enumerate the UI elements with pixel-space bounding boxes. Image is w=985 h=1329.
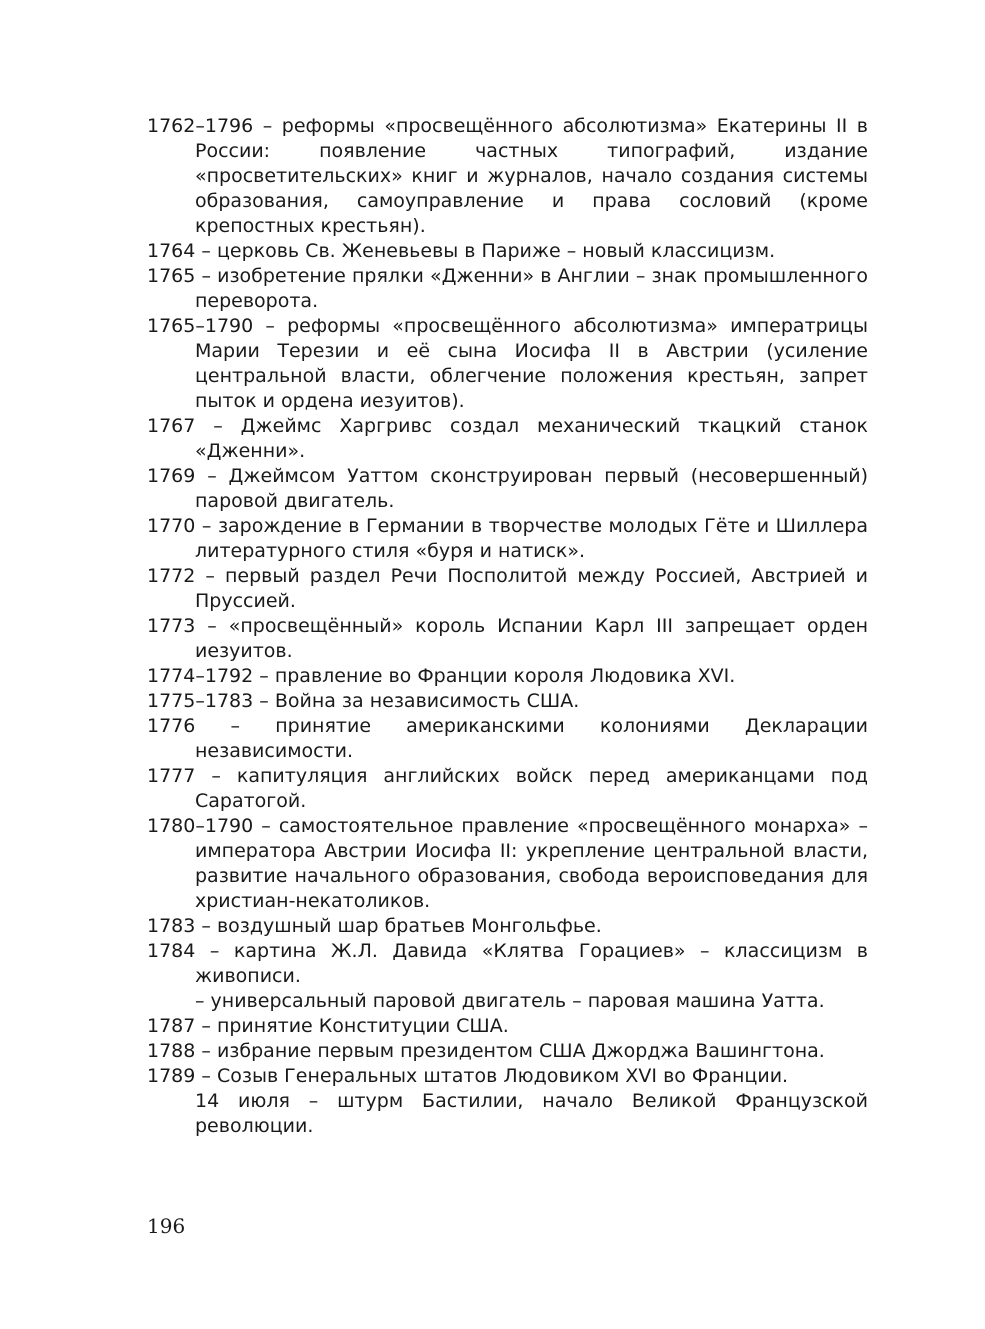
entry-date: 1762–1796 xyxy=(147,115,254,137)
chronology-entry: 1789 – Созыв Генеральных штатов Людовиком XVI во Франции. 14 июля – штурм Бастилии, начало Великой Французской революции. xyxy=(147,1065,868,1137)
entry-text: изобретение прялки «Дженни» в Англии – знак промышленного переворота. xyxy=(195,265,868,312)
entry-date: 1769 xyxy=(147,465,196,487)
entry-date: 1767 xyxy=(147,415,196,437)
entry-text: правление во Франции короля Людовика XVI. xyxy=(274,665,736,687)
chronology-list xyxy=(147,114,868,1139)
entry-text: картина Ж.Л. Давида «Клятва Горациев» – классицизм в живописи. xyxy=(195,940,868,987)
entry-text: первый раздел Речи Посполитой между Россией, Австрией и Пруссией. xyxy=(195,565,868,612)
entry-text: принятие Конституции США. xyxy=(216,1015,509,1037)
chronology-entry: 1764 – церковь Св. Женевьевы в Париже – новый классицизм. xyxy=(147,240,776,262)
entry-subtext: – универсальный паровой двигатель – паровая машина Уатта. xyxy=(195,990,825,1012)
chronology-entry: 1787 – принятие Конституции США. xyxy=(147,1015,509,1037)
entry-date: 1775–1783 xyxy=(147,690,254,712)
chronology-entry: 1783 – воздушный шар братьев Монгольфье. xyxy=(147,915,602,937)
chronology-entry: 1788 – избрание первым президентом США Джорджа Вашингтона. xyxy=(147,1040,825,1062)
entry-text: реформы «просвещённого абсолютизма» Екатерины II в России: появление частных типографий, издание «просветительских» книг и журналов, начало создания системы образования, самоуправление и права сословий (кроме крепостных крестьян). xyxy=(195,115,868,237)
entry-date: 1784 xyxy=(147,940,196,962)
entry-date: 1787 xyxy=(147,1015,196,1037)
entry-date: 1772 xyxy=(147,565,196,587)
chronology-entry: 1772 – первый раздел Речи Посполитой между Россией, Австрией и Пруссией. xyxy=(147,565,868,612)
chronology-entry: 1775–1783 – Война за независимость США. xyxy=(147,690,580,712)
entry-date: 1777 xyxy=(147,765,196,787)
entry-date: 1774–1792 xyxy=(147,665,254,687)
entry-subtext: 14 июля – штурм Бастилии, начало Великой Французской революции. xyxy=(195,1090,868,1137)
entry-text: реформы «просвещённого абсолютизма» императрицы Марии Терезии и её сына Иосифа II в Австрии (усиление центральной власти, облегчение положения крестьян, запрет пыток и ордена иезуитов). xyxy=(195,315,868,412)
chronology-entry: 1765–1790 – реформы «просвещённого абсолютизма» императрицы Марии Терезии и её сына Иосифа II в Австрии (усиление центральной власти, облегчение положения крестьян, запрет пыток и ордена иезуитов). xyxy=(147,315,868,412)
entry-text: воздушный шар братьев Монгольфье. xyxy=(216,915,602,937)
chronology-entry: 1770 – зарождение в Германии в творчестве молодых Гёте и Шиллера литературного стиля «буря и натиск». xyxy=(147,515,868,562)
entry-date: 1773 xyxy=(147,615,196,637)
entry-date: 1764 xyxy=(147,240,196,262)
chronology-entry: 1777 – капитуляция английских войск перед американцами под Саратогой. xyxy=(147,765,868,812)
entry-text: «просвещённый» король Испании Карл III запрещает орден иезуитов. xyxy=(195,615,868,662)
entry-date: 1765–1790 xyxy=(147,315,254,337)
chronology-entry: 1784 – картина Ж.Л. Давида «Клятва Горациев» – классицизм в живописи. – универсальный паровой двигатель – паровая машина Уатта. xyxy=(147,940,868,1012)
entry-text: капитуляция английских войск перед американцами под Саратогой. xyxy=(195,765,868,812)
entry-date: 1788 xyxy=(147,1040,196,1062)
entry-date: 1765 xyxy=(147,265,196,287)
entry-date: 1776 xyxy=(147,715,196,737)
chronology-entry: 1767 – Джеймс Харгривс создал механический ткацкий станок «Дженни». xyxy=(147,415,868,462)
chronology-entry: 1774–1792 – правление во Франции короля Людовика XVI. xyxy=(147,665,736,687)
entry-text: избрание первым президентом США Джорджа Вашингтона. xyxy=(216,1040,825,1062)
entry-date: 1789 xyxy=(147,1065,196,1087)
entry-text: Созыв Генеральных штатов Людовиком XVI во Франции. xyxy=(216,1065,789,1087)
entry-date: 1780–1790 xyxy=(147,815,254,837)
entry-text: самостоятельное правление «просвещённого монарха» – императора Австрии Иосифа II: укрепление центральной власти, развитие начального образования, свобода вероисповедания для христиан-некатоликов. xyxy=(195,815,868,912)
entry-text: Джеймс Харгривс создал механический ткацкий станок «Дженни». xyxy=(195,415,868,462)
page-number: 196 xyxy=(147,1214,186,1238)
entry-date: 1770 xyxy=(147,515,196,537)
entry-text: принятие американскими колониями Декларации независимости. xyxy=(195,715,868,762)
entry-text: Джеймсом Уаттом сконструирован первый (несовершенный) паровой двигатель. xyxy=(195,465,868,512)
entry-date: 1783 xyxy=(147,915,196,937)
entry-text: церковь Св. Женевьевы в Париже – новый классицизм. xyxy=(216,240,776,262)
chronology-entry: 1780–1790 – самостоятельное правление «просвещённого монарха» – императора Австрии Иосифа II: укрепление центральной власти, развитие начального образования, свобода вероисповедания для христиан-некатоликов. xyxy=(147,815,868,912)
chronology-entry: 1773 – «просвещённый» король Испании Карл III запрещает орден иезуитов. xyxy=(147,615,868,662)
entry-text: зарождение в Германии в творчестве молодых Гёте и Шиллера литературного стиля «буря и натиск». xyxy=(195,515,868,562)
chronology-entry: 1765 – изобретение прялки «Дженни» в Англии – знак промышленного переворота. xyxy=(147,265,868,312)
entry-text: Война за независимость США. xyxy=(274,690,580,712)
chronology-entry: 1776 – принятие американскими колониями Декларации независимости. xyxy=(147,715,868,762)
chronology-entry: 1769 – Джеймсом Уаттом сконструирован первый (несовершенный) паровой двигатель. xyxy=(147,465,868,512)
chronology-entry: 1762–1796 – реформы «просвещённого абсолютизма» Екатерины II в России: появление частных типографий, издание «просветительских» книг и журналов, начало создания системы образования, самоуправление и права сословий (кроме крепостных крестьян). xyxy=(147,115,868,237)
